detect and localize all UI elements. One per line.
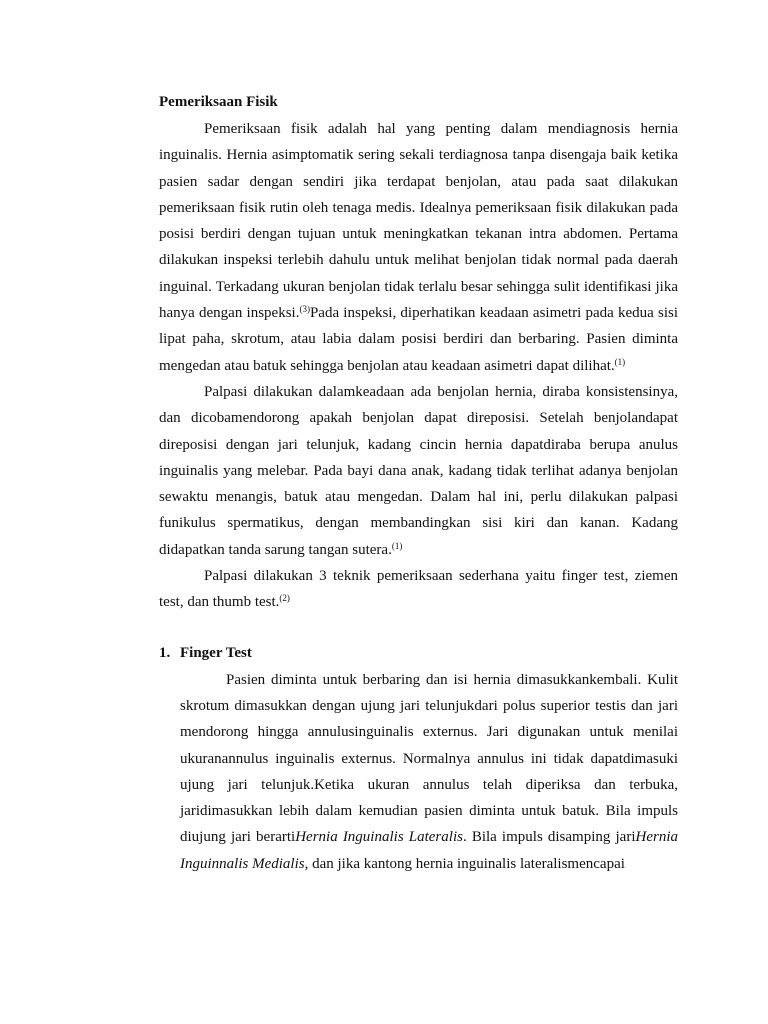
section-body-text-c: dan jika kantong hernia inguinalis lateralismencapai (308, 855, 625, 872)
italic-term: Hernia Inguinnalis Medialis, (180, 829, 678, 872)
citation-ref: (1) (614, 356, 626, 367)
paragraph-1 (159, 116, 678, 379)
citation-ref: (3) (299, 304, 310, 315)
list-title: Finger Test (180, 644, 252, 661)
paragraph-3 (159, 563, 678, 616)
section-body-text-a: Pasien diminta untuk berbaring dan isi hernia dimasukkankembali. Kulit skrotum dimasukkan dengan ujung jari telunjukdari polus superior testis dan jari mendorong hingga annulusinguinalis externus. Jari digunakan untuk menilai ukuranannulus inguinalis externus. Normalnya annulus ini tidak dapatdimasuki ujung jari telunjuk.Ketika ukuran annulus telah diperiksa dan terbuka, jaridimasukkan lebih dalam kemudian pasien diminta untuk batuk. Bila impuls diujung jari berarti (180, 671, 678, 846)
paragraph-2-text: Palpasi dilakukan dalamkeadaan ada benjolan hernia, diraba konsistensinya, dan dicobamendorong apakah benjolan dapat direposisi. Setelah benjolandapat direposisi dengan jari telunjuk, kadang cincin hernia dapatdiraba berupa anulus inguinalis yang melebar. Pada bayi dana anak, kadang tidak terlihat adanya benjolan sewaktu menangis, batuk atau mengedan. Dalam hal ini, perlu dilakukan palpasi funikulus spermatikus, dengan membandingkan sisi kiri dan kanan. Kadang didapatkan tanda sarung tangan sutera. (159, 383, 678, 558)
numbered-heading (159, 642, 678, 664)
citation-ref: (1) (391, 540, 403, 551)
section-finger-test (159, 642, 678, 877)
paragraph-1-text-b: Pada inspeksi, diperhatikan keadaan asimetri pada kedua sisi lipat paha, skrotum, atau labia dalam posisi berdiri dan berbaring. Pasien diminta mengedan atau batuk sehingga benjolan atau keadaan asimetri dapat dilihat. (159, 305, 678, 374)
list-number: 1. (159, 644, 171, 661)
section-heading: Pemeriksaan Fisik (159, 94, 278, 110)
section-body (180, 667, 678, 877)
italic-term: Hernia Inguinalis Lateralis (295, 829, 463, 846)
paragraph-2 (159, 379, 678, 563)
paragraph-3-text: Palpasi dilakukan 3 teknik pemeriksaan sederhana yaitu finger test, ziemen test, dan thumb test. (159, 568, 678, 611)
document-content (159, 91, 678, 892)
paragraph-1-text-a: Pemeriksaan fisik adalah hal yang penting dalam mendiagnosis hernia inguinalis. Hernia asimptomatik sering sekali terdiagnosa tanpa disengaja baik ketika pasien sadar dengan sendiri jika terdapat benjolan, atau pada saat dilakukan pemeriksaan fisik rutin oleh tenaga medis. Idealnya pemeriksaan fisik dilakukan pada posisi berdiri dengan tujuan untuk meningkatkan tekanan intra abdomen. Pertama dilakukan inspeksi terlebih dahulu untuk melihat benjolan tidak normal pada daerah inguinal. Terkadang ukuran benjolan tidak terlalu besar sehingga sulit identifikasi jika hanya dengan inspeksi. (159, 121, 678, 322)
citation-ref: (2) (279, 593, 290, 604)
section-body-text-b: . Bila impuls disamping jari (462, 829, 636, 846)
